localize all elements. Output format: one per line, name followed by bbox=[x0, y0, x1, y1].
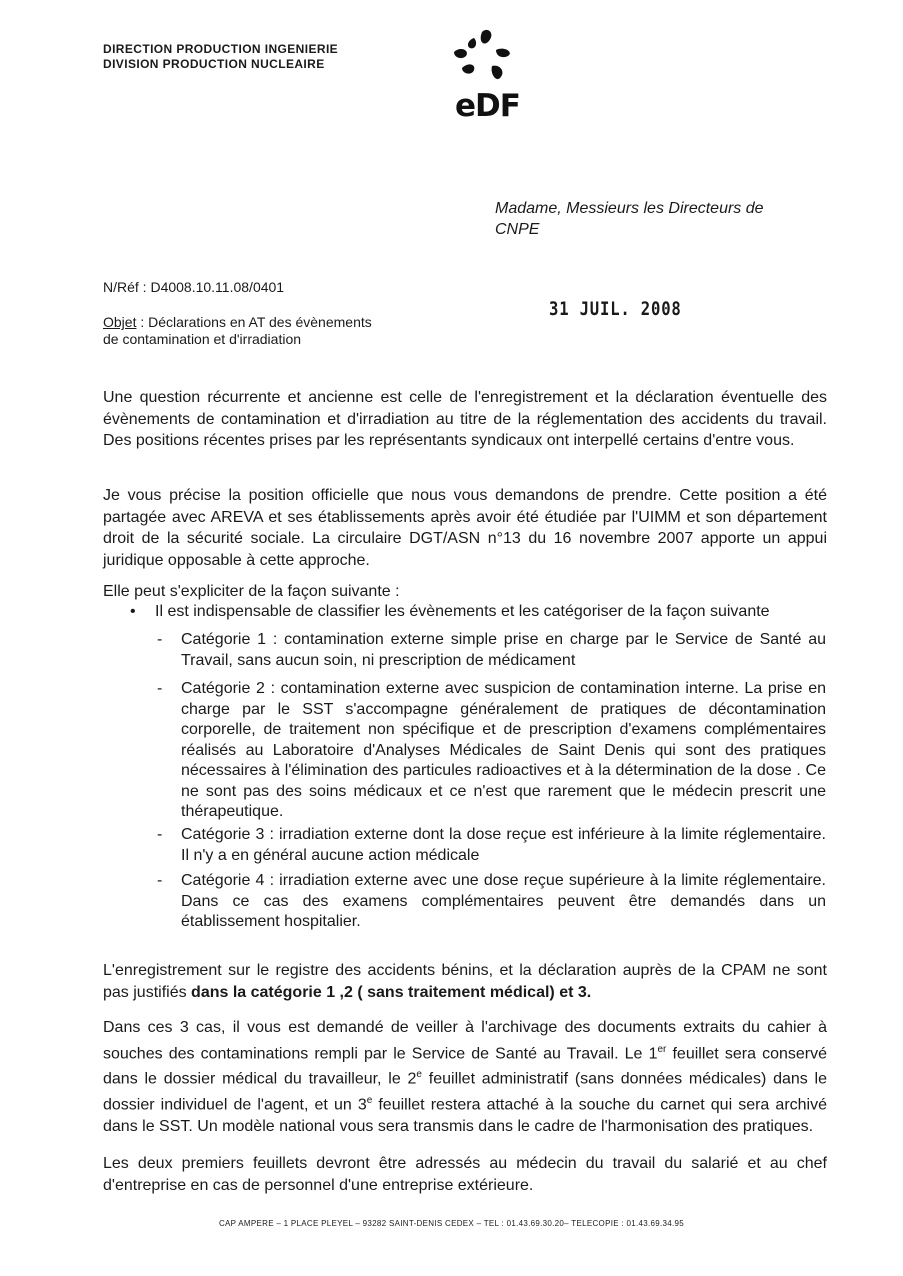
dash-icon: - bbox=[157, 680, 163, 697]
bullet-text: Il est indispensable de classifier les évènements et les catégoriser de la façon suivante bbox=[155, 603, 770, 620]
paragraph-6: Les deux premiers feuillets devront être adressés au médecin du travail du salarié et au chef d'entreprise en cas de personnel d'une entreprise extérieure. bbox=[103, 1155, 827, 1194]
paragraph-5 bbox=[103, 1017, 827, 1137]
recipient-line-1: Madame, Messieurs les Directeurs de bbox=[495, 200, 764, 217]
paragraph-1: Une question récurrente et ancienne est celle de l'enregistrement et la déclaration éventuelle des évènements de contamination et d'irradiation au titre de la réglementation des accidents du travail. Des positions récentes prises par les représentants syndicaux ont interpellé certains d'entre vous. bbox=[103, 389, 827, 449]
paragraph-4-text: L'enregistrement sur le registre des accidents bénins, et la déclaration auprès de la CPAM ne sont pas justifiés bbox=[103, 962, 827, 1001]
letterhead bbox=[103, 42, 338, 72]
letterhead-division: DIVISION PRODUCTION NUCLEAIRE bbox=[103, 57, 325, 71]
dash-icon: - bbox=[157, 631, 163, 648]
edf-logo-icon bbox=[452, 28, 522, 90]
reference: N/Réf : D4008.10.11.08/0401 bbox=[103, 279, 285, 295]
date-stamp: 31 JUIL. 2008 bbox=[549, 298, 682, 320]
bullet-icon: • bbox=[130, 603, 136, 620]
edf-logo-text: eDF bbox=[455, 88, 520, 124]
recipient-line-2: CNPE bbox=[495, 221, 540, 238]
recipient bbox=[495, 198, 825, 240]
subject-label: Objet bbox=[103, 314, 137, 330]
category-text: Catégorie 3 : irradiation externe dont la dose reçue est inférieure à la limite réglementaire. Il n'y a en général aucune action médicale bbox=[181, 826, 826, 864]
paragraph-5-part-a: Dans ces 3 cas, il vous est demandé de veiller à l'archivage des documents extraits du cahier à souches des contaminations rempli par le Service de Santé au Travail. Le 1 bbox=[103, 1019, 827, 1062]
paragraph-4-bold: dans la catégorie 1 ,2 ( sans traitement médical) et 3. bbox=[191, 983, 592, 1001]
superscript: e bbox=[416, 1069, 422, 1081]
superscript: er bbox=[657, 1043, 667, 1055]
paragraph-5-part-d: feuillet restera attaché à la souche du carnet qui sera archivé dans le SST. Un modèle national vous sera transmis dans le cadre de l'harmonisation des pratiques. bbox=[103, 1096, 827, 1135]
letterhead-direction: DIRECTION PRODUCTION INGENIERIE bbox=[103, 42, 339, 56]
subject bbox=[103, 314, 423, 348]
paragraph-3: Elle peut s'expliciter de la façon suivante : bbox=[103, 583, 400, 600]
subject-text-2: de contamination et d'irradiation bbox=[103, 331, 302, 347]
paragraph-5-part-b: feuillet sera conservé dans le dossier médical du travailleur, le 2 bbox=[103, 1044, 827, 1088]
edf-logo bbox=[452, 28, 522, 124]
superscript: e bbox=[366, 1095, 373, 1107]
category-text: Catégorie 2 : contamination externe avec suspicion de contamination interne. La prise en charge par le SST s'accompagne généralement de pratiques de décontamination corporelle, de traitement non spécifique et de prescription d'examens complémentaires réalisés au Laboratoire d'Analyses Médicales de Saint Denis qui sont des pratiques nécessaires à l'élimination des particules radioactives et à la détermination de la dose . Ce ne sont pas des soins médicaux et ce n'est que rarement que le médecin prescrit une thérapeutique. bbox=[181, 680, 826, 820]
paragraph-5-part-c: feuillet administratif (sans données médicales) dans le dossier individuel de l'agent, et un 3 bbox=[103, 1070, 828, 1114]
category-text: Catégorie 1 : contamination externe simple prise en charge par le Service de Santé au Travail, sans aucun soin, ni prescription de médicament bbox=[181, 631, 826, 669]
paragraph-2: Je vous précise la position officielle que nous vous demandons de prendre. Cette position a été partagée avec AREVA et ses établissements après avoir été étudiée par l'UIMM et son département droit de la sécurité sociale. La circulaire DGT/ASN n°13 du 16 novembre 2007 apporte un appui juridique opposable à cette approche. bbox=[103, 487, 827, 569]
category-text: Catégorie 4 : irradiation externe avec une dose reçue supérieure à la limite réglementaire. Dans ce cas des examens complémentaires peuvent être demandés dans un établissement hospitalier. bbox=[181, 872, 826, 930]
paragraph-4 bbox=[103, 960, 827, 1003]
subject-text-1: : Déclarations en AT des évènements bbox=[136, 314, 372, 330]
dash-icon: - bbox=[157, 826, 163, 843]
footer-address: CAP AMPERE – 1 PLACE PLEYEL – 93282 SAINT-DENIS CEDEX – TEL : 01.43.69.30.20– TELECOPIE : 01.43.69.34.95 bbox=[218, 1219, 685, 1228]
dash-icon: - bbox=[157, 872, 163, 889]
